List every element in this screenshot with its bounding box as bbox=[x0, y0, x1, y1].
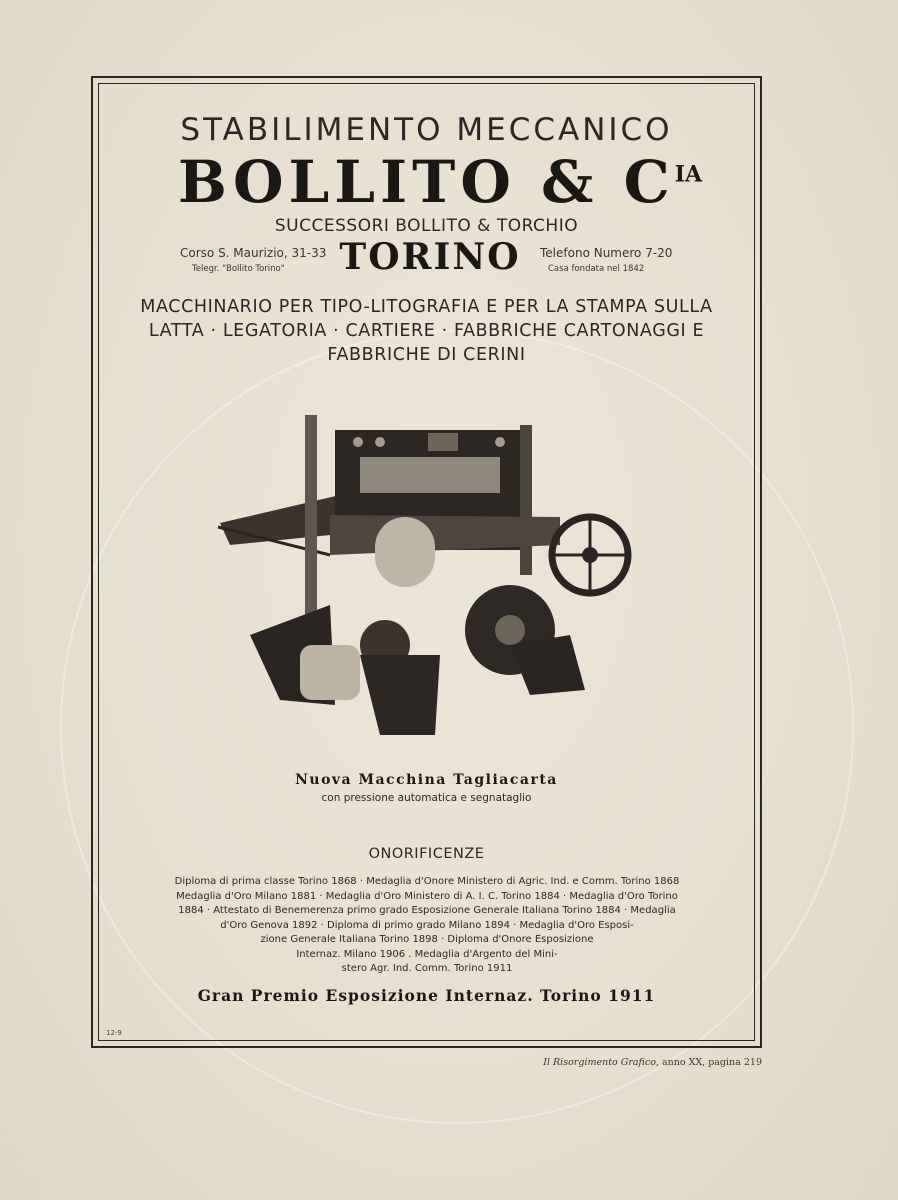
heading-line1: STABILIMENTO MECCANICO bbox=[180, 112, 673, 148]
journal-footer bbox=[470, 1057, 762, 1068]
honors-line: 1884 · Attestato di Benemerenza primo grado Esposizione Generale Italiana Torino 1884 · Medaglia bbox=[178, 905, 676, 916]
street-address: Corso S. Maurizio, 31-33 bbox=[180, 246, 327, 260]
phone-number: Telefono Numero 7-20 bbox=[540, 246, 673, 260]
machinery-line-1: MACCHINARIO PER TIPO-LITOGRAFIA E PER LA STAMPA SULLA bbox=[140, 297, 713, 317]
founded-year: Casa fondata nel 1842 bbox=[548, 264, 645, 274]
honors-list bbox=[138, 875, 716, 977]
machinery-description bbox=[110, 295, 743, 367]
company-name-text: BOLLITO & C bbox=[177, 148, 675, 216]
honors-line: stero Agr. Ind. Comm. Torino 1911 bbox=[341, 963, 513, 974]
honors-line: d'Oro Genova 1892 · Diploma di primo grado Milano 1894 · Medaglia d'Oro Esposi- bbox=[220, 919, 634, 931]
honors-line: zione Generale Italiana Torino 1898 · Diploma d'Onore Esposizione bbox=[260, 934, 594, 945]
company-name-sup: IA bbox=[674, 161, 703, 188]
company-name bbox=[140, 148, 740, 216]
honors-heading: ONORIFICENZE bbox=[368, 846, 485, 862]
grand-prize-line: Gran Premio Esposizione Internaz. Torino 1911 bbox=[197, 986, 656, 1005]
journal-name: Il Risorgimento Grafico, bbox=[543, 1057, 659, 1068]
honors-line: Internaz. Milano 1906 . Medaglia d'Argento del Mini- bbox=[296, 948, 558, 960]
honors-line: Medaglia d'Oro Milano 1881 · Medaglia d'Oro Ministero di A. I. C. Torino 1884 · Medaglia d'Oro Torino bbox=[176, 890, 678, 902]
machinery-line-3: FABBRICHE DI CERINI bbox=[327, 345, 526, 365]
machine-caption-title: Nuova Macchina Tagliacarta bbox=[295, 772, 558, 788]
paper-cutter-machine-illustration bbox=[210, 405, 640, 755]
honors-line: Diploma di prima classe Torino 1868 · Medaglia d'Onore Ministero di Agric. Ind. e Comm. Torino 1868 bbox=[174, 876, 680, 887]
machinery-line-2: LATTA · LEGATORIA · CARTIERE · FABBRICHE CARTONAGGI E bbox=[148, 321, 705, 341]
telegram-address: Telegr. "Bollito Torino" bbox=[192, 264, 285, 274]
city-name: TORINO bbox=[339, 236, 521, 278]
machine-caption-subtitle: con pressione automatica e segnataglio bbox=[321, 792, 532, 804]
page-code: 12-9 bbox=[106, 1029, 122, 1037]
successors-line: SUCCESSORI BOLLITO & TORCHIO bbox=[274, 216, 579, 236]
journal-issue: anno XX, pagina 219 bbox=[661, 1057, 762, 1068]
